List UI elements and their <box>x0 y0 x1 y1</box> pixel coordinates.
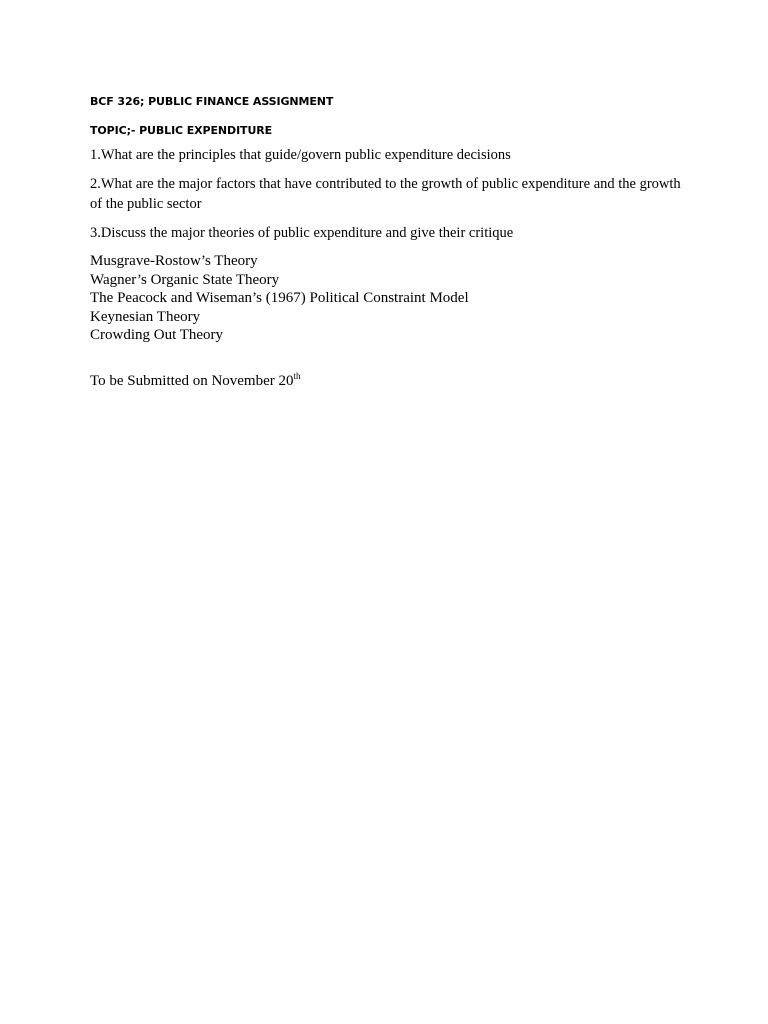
submission-ordinal: th <box>293 370 301 381</box>
topic-heading: TOPIC;- PUBLIC EXPENDITURE <box>90 124 273 137</box>
question-1: 1.What are the principles that guide/govern public expenditure decisions <box>90 147 511 163</box>
theory-item: Wagner’s Organic State Theory <box>90 271 280 288</box>
question-2: 2.What are the major factors that have contributed to the growth of public expenditure and the growth of the public sector <box>90 176 681 212</box>
theory-item: Crowding Out Theory <box>90 327 224 344</box>
question-3: 3.Discuss the major theories of public expenditure and give their critique <box>90 225 514 241</box>
theory-item: The Peacock and Wiseman’s (1967) Political Constraint Model <box>90 290 469 307</box>
document-body <box>90 94 690 391</box>
theories-list <box>90 252 690 345</box>
theory-item: Musgrave-Rostow’s Theory <box>90 253 258 269</box>
theory-item: Keynesian Theory <box>90 308 201 325</box>
submission-text: To be Submitted on November 20 <box>90 372 294 389</box>
course-heading: BCF 326; PUBLIC FINANCE ASSIGNMENT <box>90 95 334 108</box>
submission-date <box>90 371 690 391</box>
